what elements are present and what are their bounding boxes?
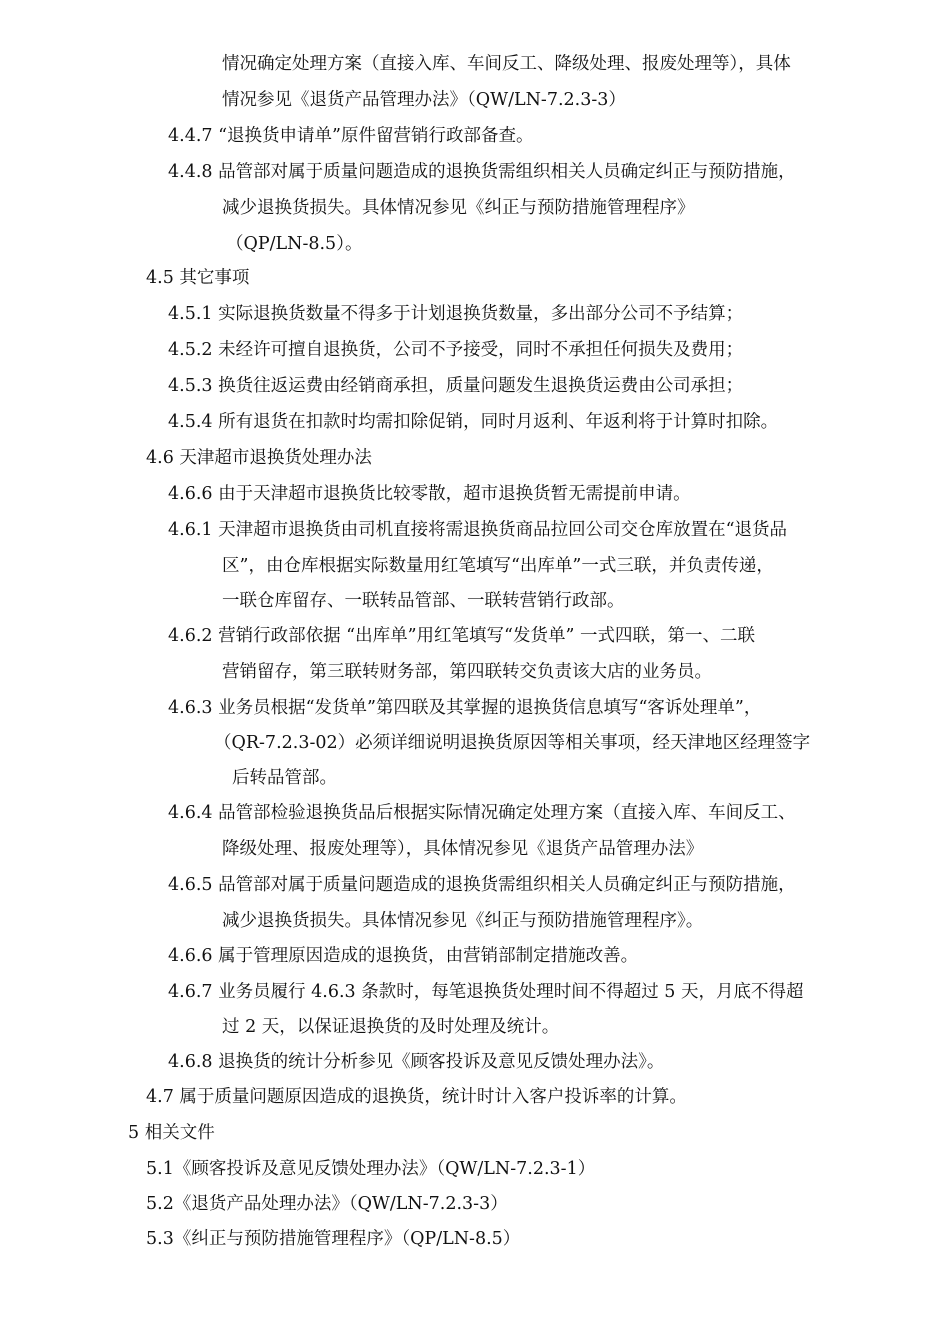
text-line: 后转品管部。 bbox=[232, 768, 337, 788]
chapter-heading: 5 相关文件 bbox=[128, 1123, 215, 1143]
text-line: 营销留存，第三联转财务部，第四联转交负责该大店的业务员。 bbox=[222, 662, 712, 682]
text-line: 4.5.4 所有退货在扣款时均需扣除促销，同时月返利、年返利将于计算时扣除。 bbox=[168, 412, 779, 432]
reference-item: 5.3《纠正与预防措施管理程序》（QP/LN-8.5） bbox=[146, 1229, 521, 1249]
text-line: 4.4.7 “退换货申请单”原件留营销行政部备查。 bbox=[168, 126, 534, 146]
text-line: （QP/LN-8.5）。 bbox=[226, 234, 363, 254]
text-line: 4.5.1 实际退换货数量不得多于计划退换货数量，多出部分公司不予结算； bbox=[168, 304, 744, 324]
text-line: 4.6.5 品管部对属于质量问题造成的退换货需组织相关人员确定纠正与预防措施， bbox=[168, 875, 796, 895]
reference-item: 5.2《退货产品处理办法》（QW/LN-7.2.3-3） bbox=[146, 1194, 508, 1214]
section-heading: 4.6 天津超市退换货处理办法 bbox=[146, 448, 372, 468]
text-line: 情况确定处理方案（直接入库、车间反工、降级处理、报废处理等），具体 bbox=[222, 54, 791, 74]
text-line: （QR-7.2.3-02）必须详细说明退换货原因等相关事项，经天津地区经理签字 bbox=[214, 733, 811, 753]
text-line: 降级处理、报废处理等），具体情况参见《退货产品管理办法》 bbox=[222, 839, 704, 859]
text-line: 减少退换货损失。具体情况参见《纠正与预防措施管理程序》 bbox=[222, 198, 695, 218]
text-line: 过 2 天，以保证退换货的及时处理及统计。 bbox=[222, 1017, 560, 1037]
text-line: 4.6.7 业务员履行 4.6.3 条款时，每笔退换货处理时间不得超过 5 天，月底不得超 bbox=[168, 982, 804, 1002]
text-line: 4.6.2 营销行政部依据 “出库单”用红笔填写“发货单” 一式四联，第一、二联 bbox=[168, 626, 755, 646]
text-line: 4.5.3 换货往返运费由经销商承担，质量问题发生退换货运费由公司承担； bbox=[168, 376, 744, 396]
text-line: 4.6.8 退换货的统计分析参见《顾客投诉及意见反馈处理办法》。 bbox=[168, 1052, 665, 1072]
text-line: 4.6.3 业务员根据“发货单”第四联及其掌握的退换货信息填写“客诉处理单”， bbox=[168, 698, 762, 718]
text-line: 4.6.6 属于管理原因造成的退换货，由营销部制定措施改善。 bbox=[168, 946, 639, 966]
text-line: 情况参见《退货产品管理办法》（QW/LN-7.2.3-3） bbox=[222, 90, 626, 110]
text-line: 4.6.1 天津超市退换货由司机直接将需退换货商品拉回公司交仓库放置在“退货品 bbox=[168, 520, 788, 540]
text-line: 减少退换货损失。具体情况参见《纠正与预防措施管理程序》。 bbox=[222, 911, 704, 931]
reference-item: 5.1《顾客投诉及意见反馈处理办法》（QW/LN-7.2.3-1） bbox=[146, 1159, 596, 1179]
section-heading: 4.5 其它事项 bbox=[146, 268, 250, 288]
text-line: 一联仓库留存、一联转品管部、一联转营销行政部。 bbox=[222, 591, 625, 611]
text-line: 4.4.8 品管部对属于质量问题造成的退换货需组织相关人员确定纠正与预防措施， bbox=[168, 162, 796, 182]
text-line: 4.6.4 品管部检验退换货品后根据实际情况确定处理方案（直接入库、车间反工、 bbox=[168, 803, 796, 823]
section-heading: 4.7 属于质量问题原因造成的退换货，统计时计入客户投诉率的计算。 bbox=[146, 1087, 687, 1107]
text-line: 4.6.6 由于天津超市退换货比较零散，超市退换货暂无需提前申请。 bbox=[168, 484, 691, 504]
text-line: 4.5.2 未经许可擅自退换货，公司不予接受，同时不承担任何损失及费用； bbox=[168, 340, 744, 360]
text-line: 区”，由仓库根据实际数量用红笔填写“出库单”一式三联，并负责传递， bbox=[222, 556, 774, 576]
